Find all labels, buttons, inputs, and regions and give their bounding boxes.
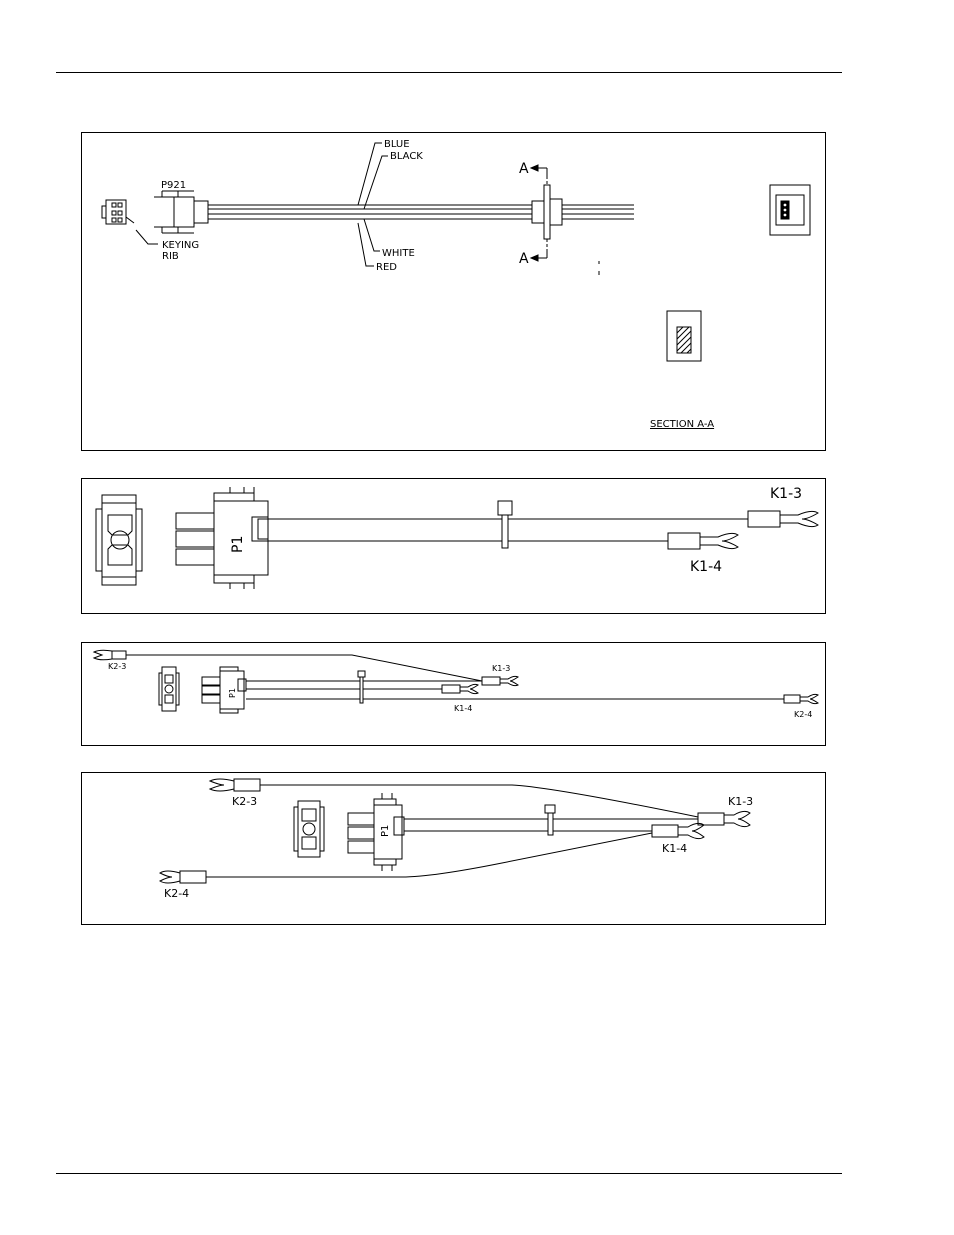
p1-k1-k2-drawing xyxy=(82,773,827,926)
terminal-k1-3 xyxy=(748,511,818,527)
terminal-label-k2-4: K2-4 xyxy=(794,710,813,719)
wire-label-blue: BLUE xyxy=(384,139,410,150)
section-marker-bottom: A xyxy=(519,251,529,267)
p1-connector-body-small xyxy=(202,667,246,713)
connector-label-p1: P1 xyxy=(380,824,391,837)
bottom-rule xyxy=(56,1173,842,1174)
terminal-k2-3 xyxy=(94,650,126,660)
terminal-k1-3 xyxy=(698,811,750,826)
terminal-label-k2-4: K2-4 xyxy=(164,887,190,900)
p1-connector-face xyxy=(294,801,324,857)
p921-connector-face xyxy=(102,200,134,224)
section-caption: SECTION A-A xyxy=(650,419,715,430)
wire-label-white: WHITE xyxy=(382,248,415,259)
terminal-k2-4 xyxy=(784,694,818,703)
terminal-label-k2-3: K2-3 xyxy=(108,662,127,671)
terminal-label-k1-3: K1-3 xyxy=(492,664,511,673)
wire-label-red: RED xyxy=(376,262,397,273)
connector-label-p1: P1 xyxy=(230,535,246,553)
terminal-label-k1-4: K1-4 xyxy=(690,559,723,575)
p921-connector-body xyxy=(154,191,208,233)
top-rule xyxy=(56,72,842,73)
section-marker-top: A xyxy=(519,161,529,177)
harness-diagram-p921 xyxy=(81,132,826,451)
harness-diagram-p1-k1-k2-compact xyxy=(81,642,826,746)
bulkhead-fitting xyxy=(532,176,634,251)
connector-label-p921: P921 xyxy=(161,180,187,191)
end-view-connector xyxy=(770,185,810,235)
terminal-k1-3 xyxy=(482,676,518,685)
wire-k2-4 xyxy=(206,833,652,877)
terminal-k2-4 xyxy=(160,871,206,883)
terminal-label-k2-3: K2-3 xyxy=(232,795,258,808)
terminal-k2-3 xyxy=(210,779,260,791)
wire-label-black: BLACK xyxy=(390,151,423,162)
p1-connector-body xyxy=(348,793,404,871)
keying-leader xyxy=(136,230,158,244)
terminal-k1-4 xyxy=(652,823,704,838)
p1-connector-face xyxy=(96,495,142,585)
terminal-label-k1-4: K1-4 xyxy=(454,704,473,713)
section-view xyxy=(667,311,701,361)
keying-label-line2: RIB xyxy=(162,251,179,262)
section-arrow-bottom xyxy=(531,251,547,261)
terminal-label-k1-3: K1-3 xyxy=(728,795,754,808)
harness-diagram-p1-k1-k2 xyxy=(81,772,826,925)
p1-k1-k2-compact-wires xyxy=(246,671,784,703)
connector-label-p1: P1 xyxy=(228,688,237,698)
wire-k2-3 xyxy=(260,785,698,817)
terminal-label-k1-3: K1-3 xyxy=(770,486,803,502)
terminal-label-k1-4: K1-4 xyxy=(662,842,688,855)
p1-connector-face-small xyxy=(159,667,179,711)
keying-label-line1: KEYING xyxy=(162,240,200,251)
p921-wires xyxy=(208,205,532,219)
terminal-k1-4 xyxy=(442,684,478,693)
harness-diagram-p1-k1 xyxy=(81,478,826,614)
p1-k1-k2-compact-drawing xyxy=(82,643,827,747)
p921-drawing xyxy=(82,133,827,452)
terminal-k1-4 xyxy=(668,533,738,549)
p1-connector-body xyxy=(176,487,268,589)
section-arrow-top xyxy=(531,165,547,176)
p1-k1-drawing xyxy=(82,479,827,615)
